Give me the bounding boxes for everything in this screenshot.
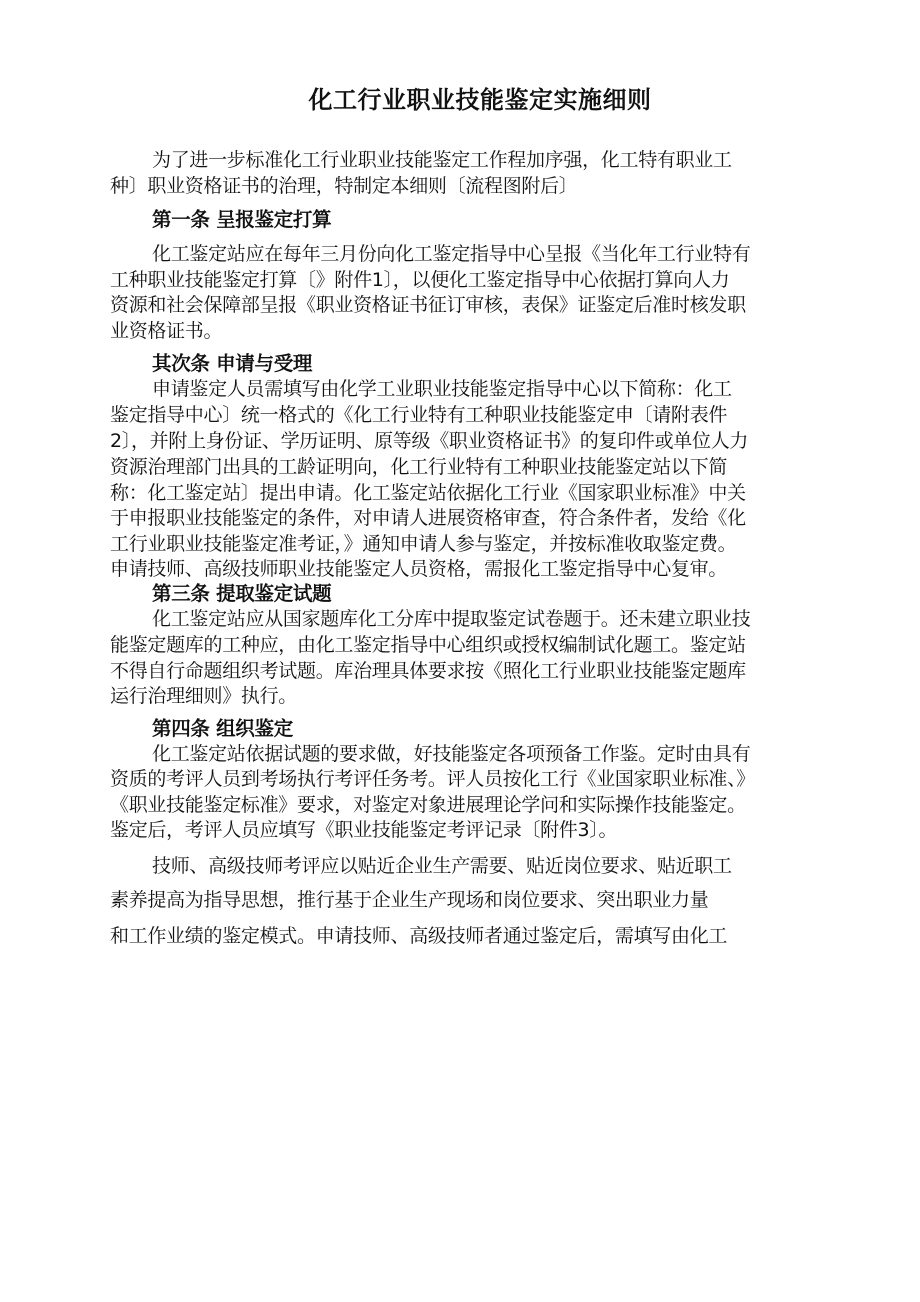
article-2-line: 资源治理部门出具的工龄证明向，化工行业特有工种职业技能鉴定站以下简 [110, 456, 728, 478]
article-4-line: 资质的考评人员到考场执行考评任务考。评人员按化工行《业国家职业标准、》 [110, 768, 756, 790]
closing-line: 和工作业绩的鉴定模式。申请技师、高级技师者通过鉴定后，需填写由化工 [110, 925, 728, 947]
article-1-line: 化工鉴定站应在每年三月份向化工鉴定指导中心呈报《当化年工行业特有 [152, 243, 751, 265]
article-3-heading: 第三条 提取鉴定试题 [152, 582, 332, 605]
article-1-line: 工种职业技能鉴定打算〔》附件1〕，以便化工鉴定指导中心依据打算向人力 [110, 269, 730, 291]
article-2-line: 鉴定指导中心〕统一格式的《化工行业特有工种职业技能鉴定申〔请附表件 [110, 404, 728, 426]
intro-line: 为了进一步标准化工行业职业技能鉴定工作程加序强，化工特有职业工 [152, 149, 732, 171]
article-2-line: 称：化工鉴定站〕提出申请。化工鉴定站依据化工行业《国家职业标准》中关 [110, 482, 746, 504]
closing-line: 技师、高级技师考评应以贴近企业生产需要、贴近岗位要求、贴近职工 [152, 855, 732, 877]
article-1-line: 资源和社会保障部呈报《职业资格证书征订审核，表保》证鉴定后准时核发职 [110, 294, 746, 316]
article-4-line: 鉴定后，考评人员应填写《职业技能鉴定考评记录〔附件3〕。 [110, 819, 618, 841]
article-2-line: 于申报职业技能鉴定的条件，对申请人进展资格审查，符合条件者，发给《化 [110, 507, 746, 529]
article-2-line: 申请技师、高级技师职业技能鉴定人员资格，需报化工鉴定指导中心复审。 [110, 558, 728, 580]
article-4-line: 《职业技能鉴定标准》要求，对鉴定对象进展理论学问和实际操作技能鉴定。 [110, 794, 746, 816]
article-1-line: 业资格证书。 [110, 320, 223, 342]
article-4-heading: 第四条 组织鉴定 [152, 717, 293, 740]
article-2-line: 申请鉴定人员需填写由化学工业职业技能鉴定指导中心以下简称：化工 [152, 378, 732, 400]
article-4-line: 化工鉴定站依据试题的要求做，好技能鉴定各项预备工作鉴。定时由具有 [152, 743, 751, 765]
article-3-line: 运行治理细则》执行。 [110, 685, 298, 707]
intro-line: 种〕职业资格证书的治理，特制定本细则〔流程图附后〕 [110, 175, 578, 197]
article-2-heading: 其次条 申请与受理 [152, 352, 313, 375]
article-2-line: 2〕，并附上身份证、学历证明、原等级《职业资格证书》的复印件或单位人力 [110, 430, 749, 452]
article-3-line: 不得自行命题组织考试题。库治理具体要求按《照化工行业职业技能鉴定题库 [110, 660, 746, 682]
closing-line: 素养提高为指导思想，推行基于企业生产现场和岗位要求、突出职业力量 [110, 889, 709, 911]
article-2-line: 工行业职业技能鉴定准考证，》通知申请人参与鉴定，并按标准收取鉴定费。 [110, 533, 737, 555]
article-1-heading: 第一条 呈报鉴定打算 [152, 208, 332, 231]
article-3-line: 化工鉴定站应从国家题库化工分库中提取鉴定试卷题于。还未建立职业技 [152, 608, 751, 630]
article-3-line: 能鉴定题库的工种应，由化工鉴定指导中心组织或授权编制试化题工。鉴定站 [110, 634, 746, 656]
document-title: 化工行业职业技能鉴定实施细则 [308, 86, 652, 114]
